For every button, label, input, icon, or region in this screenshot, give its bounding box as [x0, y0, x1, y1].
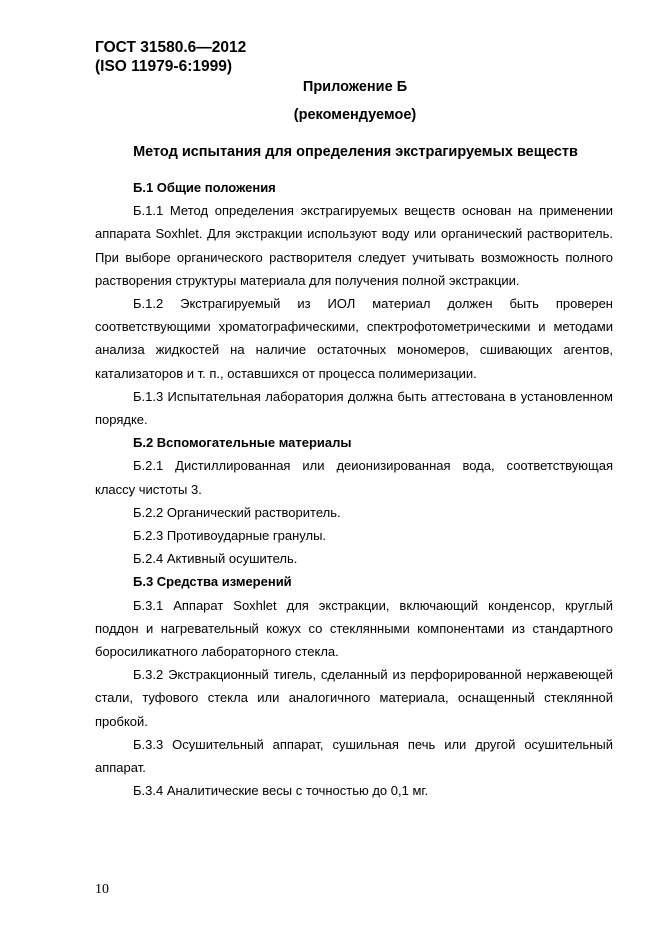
- paragraph: Б.1.1 Метод определения экстрагируемых веществ основан на применении аппарата Soxhlet. Для экстракции используют воду или органический растворитель. При выборе органического растворителя следует учитывать возможность полного растворения структуры материала для получения полной экстракции.: [95, 203, 613, 288]
- paragraph: Б.2.3 Противоударные гранулы.: [133, 528, 327, 544]
- paragraph: Б.3.4 Аналитические весы с точностью до 0,1 мг.: [133, 783, 429, 799]
- iso-reference: (ISO 11979-6:1999): [95, 58, 233, 75]
- paragraph: Б.2.1 Дистиллированная или деионизированная вода, соответствующая классу чистоты 3.: [95, 458, 613, 497]
- appendix-title: Приложение Б: [302, 79, 408, 95]
- paragraph: Б.1.2 Экстрагируемый из ИОЛ материал должен быть проверен соответствующими хроматографическими, спектрофотометрическими и методами анализа жидкостей на наличие остаточных мономеров, сшивающих агентов, катализаторов и т. п., оставшихся от процесса полимеризации.: [95, 296, 613, 381]
- section-heading: Б.1 Общие положения: [133, 180, 276, 195]
- paragraph: Б.1.3 Испытательная лаборатория должна быть аттестована в установленном порядке.: [95, 388, 613, 428]
- method-title: Метод испытания для определения экстрагируемых веществ: [133, 144, 578, 160]
- page-number: 10: [95, 882, 109, 897]
- paragraph: Б.2.2 Органический растворитель.: [133, 504, 341, 520]
- appendix-subtitle: (рекомендуемое): [293, 107, 417, 123]
- section-heading: Б.3 Средства измерений: [133, 574, 292, 590]
- document-header: [95, 38, 246, 76]
- section-heading: Б.2 Вспомогательные материалы: [133, 435, 352, 451]
- standard-number: ГОСТ 31580.6—2012: [95, 39, 247, 56]
- document-body: [95, 176, 613, 802]
- paragraph: Б.3.3 Осушительный аппарат, сушильная печь или другой осушительный аппарат.: [95, 736, 613, 776]
- paragraph: Б.2.4 Активный осушитель.: [133, 551, 298, 567]
- paragraph: Б.3.1 Аппарат Soxhlet для экстракции, включающий конденсор, круглый поддон и нагревательный кожух со стеклянными компонентами из стандартного боросиликатного лабораторного стекла.: [95, 597, 613, 660]
- paragraph: Б.3.2 Экстракционный тигель, сделанный из перфорированной нержавеющей стали, туфового стекла или аналогичного материала, оснащенный стеклянной пробкой.: [95, 667, 613, 729]
